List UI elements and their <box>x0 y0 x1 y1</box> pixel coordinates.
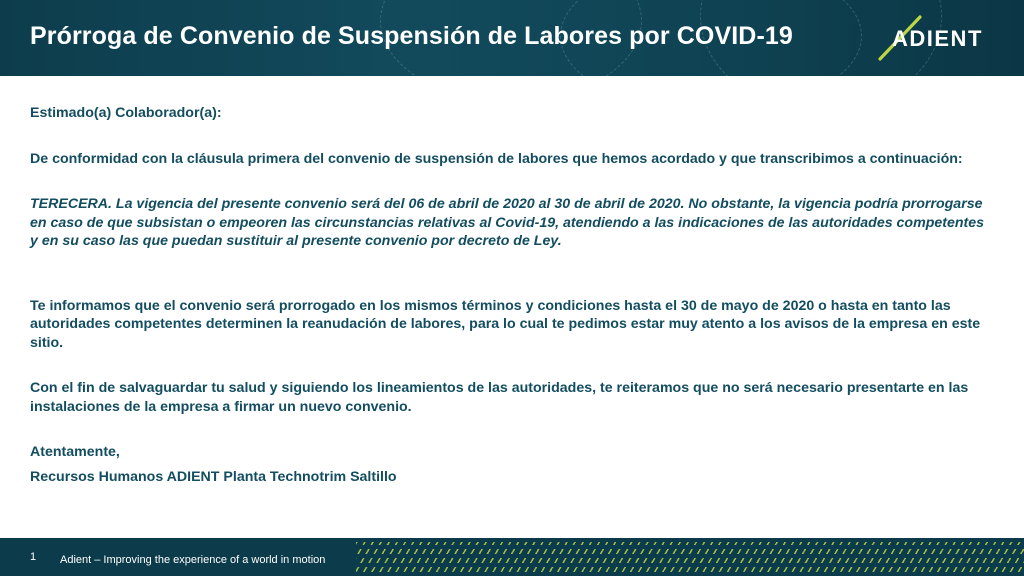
safety-paragraph: Con el fin de salvaguardar tu salud y siguiendo los lineamientos de las autoridades, te reiteramos que no será necesario presentarte en las instalaciones de la empresa a firmar un nuevo convenio. <box>30 380 969 415</box>
clause-text: La vigencia del presente convenio será del 06 de abril de 2020 al 30 de abril de 2020. No obstante, la vigencia podría prorrogarse en caso de que subsistan o empeoren las circunstancias relativas al Covid-19, atendiendo a las indicaciones de las autoridades competentes y en su caso las que puedan sustituir al presente convenio por decreto de Ley. <box>30 196 985 249</box>
adient-logo <box>876 14 994 62</box>
slide-title: Prórroga de Convenio de Suspensión de Labores por COVID-19 <box>30 22 793 50</box>
footer-hatch-pattern <box>356 542 1024 572</box>
signature: Recursos Humanos ADIENT Planta Technotrim Saltillo <box>30 468 397 485</box>
letter-body <box>30 104 995 486</box>
clause-label: TERECERA. <box>30 196 112 212</box>
greeting: Estimado(a) Colaborador(a): <box>30 105 222 121</box>
extension-notice: Te informamos que el convenio será prorrogado en los mismos términos y condiciones hasta el 30 de mayo de 2020 o hasta en tanto las autoridades competentes determinen la reanudación de labores, para lo cual te pedimos estar muy atento a los avisos de la empresa en este sitio. <box>30 297 981 351</box>
footer-tagline: Adient – Improving the experience of a world in motion <box>60 554 326 566</box>
slide-footer <box>0 538 1024 576</box>
logo-wordmark: ADIENT <box>892 26 983 51</box>
slide-header <box>0 0 1024 76</box>
page-number: 1 <box>30 551 37 563</box>
clause-paragraph <box>30 195 995 251</box>
intro-paragraph: De conformidad con la cláusula primera del convenio de suspensión de labores que hemos acordado y que transcribimos a continuación: <box>30 150 963 167</box>
closing: Atentamente, <box>30 444 120 460</box>
